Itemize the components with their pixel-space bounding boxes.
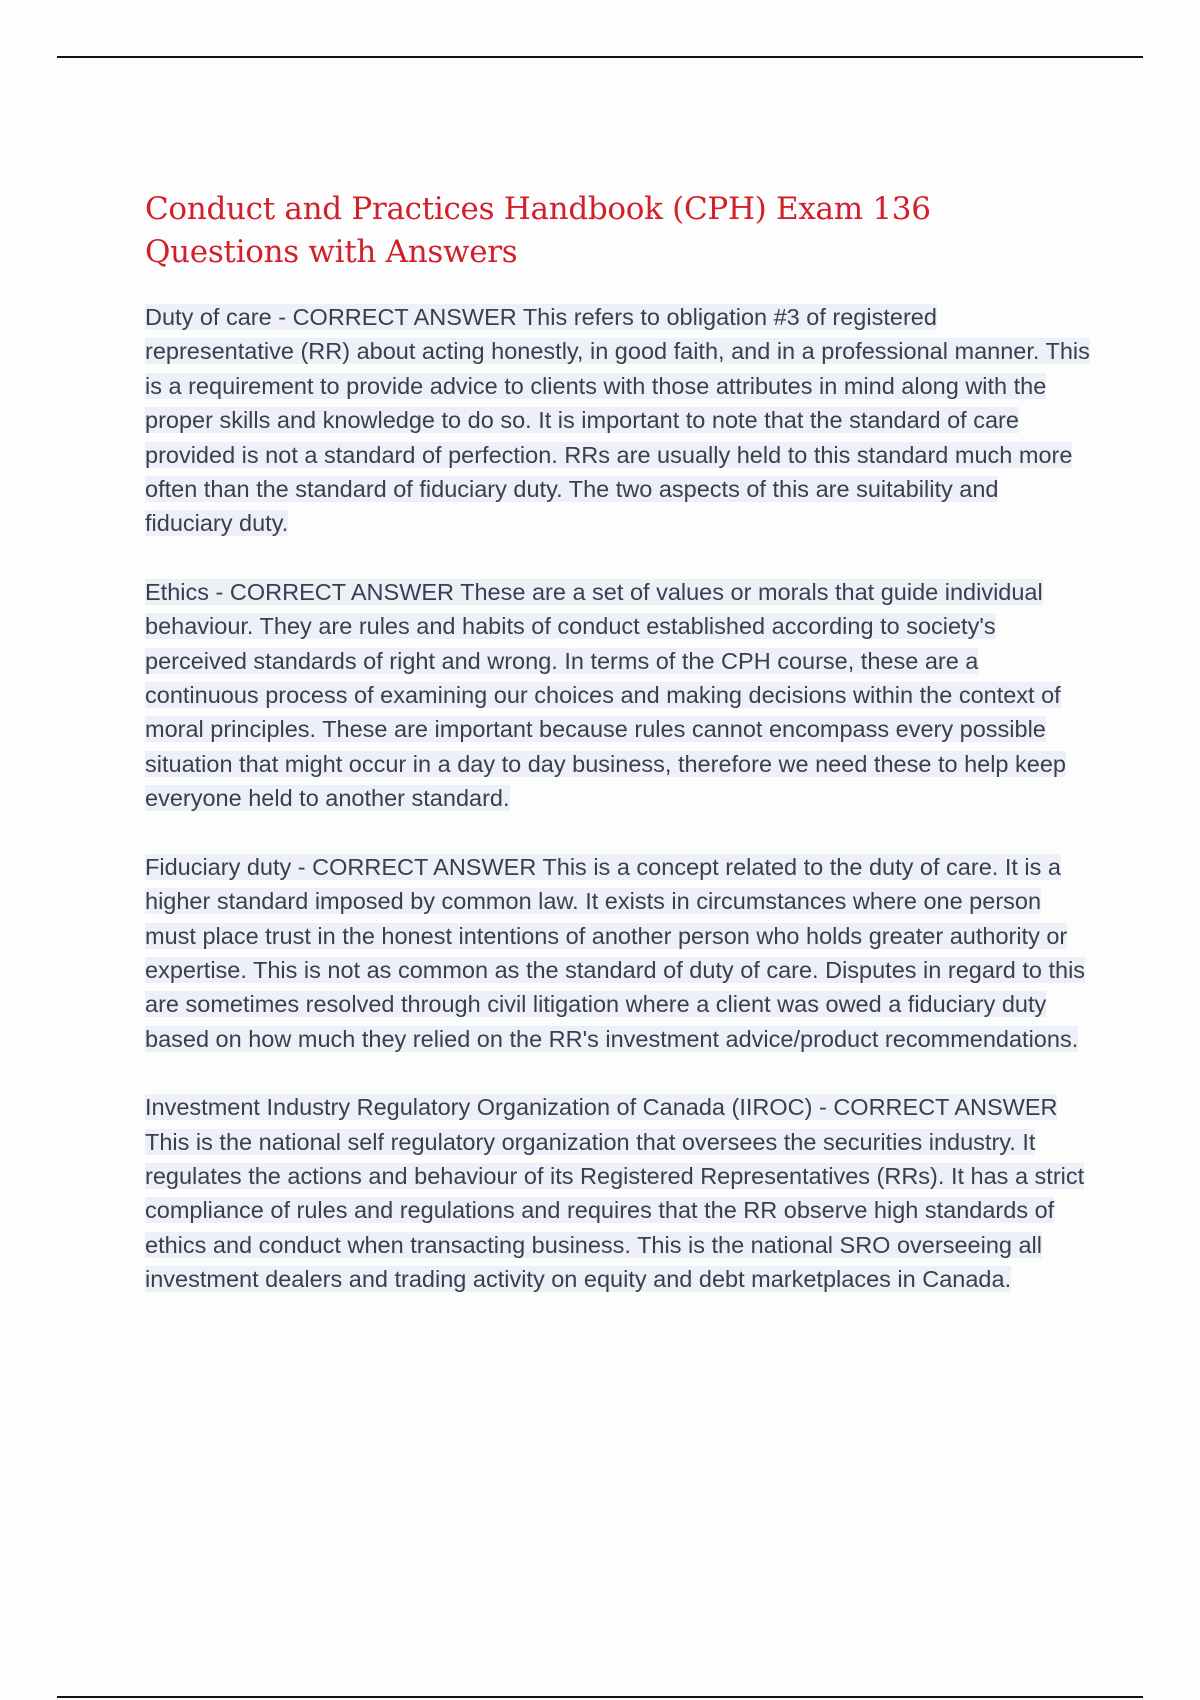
qa-entry-fiduciary-duty <box>145 850 1090 1056</box>
document-title: Conduct and Practices Handbook (CPH) Exam 136 Questions with Answers <box>145 191 931 270</box>
qa-entry-duty-of-care <box>145 300 1090 541</box>
qa-entry-text: Fiduciary duty - CORRECT ANSWER This is a concept related to the duty of care. It is a higher standard imposed by common law. It exists in circumstances where one person must place trust in the honest intentions of another person who holds greater authority or expertise. This is not as common as the standard of duty of care. Disputes in regard to this are sometimes resolved through civil litigation where a client was owed a fiduciary duty based on how much they relied on the RR's investment advice/product recommendations. <box>145 853 1086 1052</box>
qa-entry-ethics <box>145 575 1090 816</box>
bottom-divider <box>57 1696 1143 1698</box>
top-divider <box>57 56 1143 58</box>
qa-entry-text: Duty of care - CORRECT ANSWER This refers to obligation #3 of registered representative (RR) about acting honestly, in good faith, and in a professional manner. This is a requirement to provide advice to clients with those attributes in mind along with the proper skills and knowledge to do so. It is important to note that the standard of care provided is not a standard of perfection. RRs are usually held to this standard much more often than the standard of fiduciary duty. The two aspects of this are suitability and fiduciary duty. <box>145 304 1090 537</box>
document-body <box>145 188 1090 1331</box>
qa-entry-text: Investment Industry Regulatory Organization of Canada (IIROC) - CORRECT ANSWER This is the national self regulatory organization that oversees the securities industry. It regulates the actions and behaviour of its Registered Representatives (RRs). It has a strict compliance of rules and regulations and requires that the RR observe high standards of ethics and conduct when transacting business. This is the national SRO overseeing all investment dealers and trading activity on equity and debt marketplaces in Canada. <box>145 1094 1085 1293</box>
qa-entry-iiroc <box>145 1090 1090 1296</box>
qa-entry-text: Ethics - CORRECT ANSWER These are a set of values or morals that guide individual behaviour. They are rules and habits of conduct established according to society's perceived standards of right and wrong. In terms of the CPH course, these are a continuous process of examining our choices and making decisions within the context of moral principles. These are important because rules cannot encompass every possible situation that might occur in a day to day business, therefore we need these to help keep everyone held to another standard. <box>145 578 1066 812</box>
